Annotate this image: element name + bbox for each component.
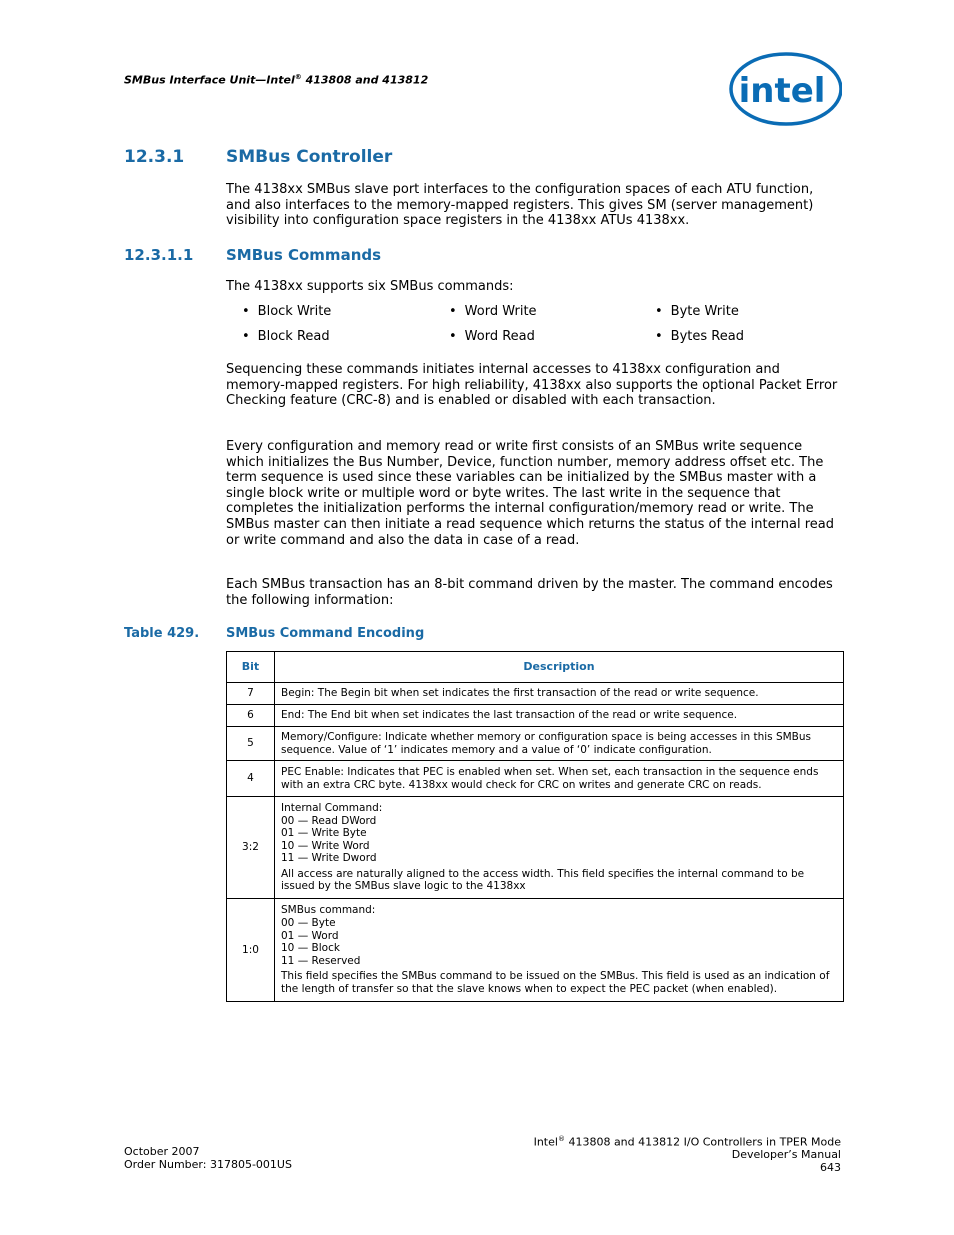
command-list-item: • Bytes Read	[655, 329, 744, 344]
description-cell	[275, 899, 844, 1002]
description-line: PEC Enable: Indicates that PEC is enabled when set. When set, each transaction in the sequence ends with an extra CRC byte. 4138xx would check for CRC on writes and generate CRC on reads.	[281, 765, 819, 791]
command-list-item: • Block Read	[242, 329, 330, 344]
footer-left	[124, 1146, 292, 1171]
bit-cell: 6	[227, 705, 275, 727]
bit-column-header: Bit	[227, 652, 275, 683]
intel-logo	[726, 50, 842, 128]
table-row	[227, 727, 844, 761]
description-column-header: Description	[275, 652, 844, 683]
command-list-item: • Block Write	[242, 304, 331, 319]
svg-text:intel: intel	[738, 71, 826, 111]
running-header: SMBus Interface Unit—Intel® 413808 and 413812	[124, 73, 429, 87]
footer-page-number: 643	[820, 1160, 841, 1174]
table-caption: Table 429. SMBus Command Encoding	[124, 626, 425, 641]
description-line: Begin: The Begin bit when set indicates the first transaction of the read or write sequence.	[281, 687, 759, 700]
description-line: End: The End bit when set indicates the last transaction of the read or write sequence.	[281, 709, 738, 722]
description-line: 11 — Reserved	[281, 954, 361, 967]
table-row	[227, 683, 844, 705]
paragraph-transaction: Each SMBus transaction has an 8-bit command driven by the master. The command encodes the following information:	[226, 577, 833, 608]
bit-cell: 3:2	[227, 797, 275, 899]
command-list-item: • Byte Write	[655, 304, 739, 319]
table-header-row	[227, 652, 844, 683]
section-heading: 12.3.1 SMBus Controller	[124, 147, 393, 167]
description-line: SMBus command:	[281, 904, 376, 917]
description-cell	[275, 761, 844, 797]
table-row	[227, 761, 844, 797]
bit-cell: 7	[227, 683, 275, 705]
footer-doc-title: Intel® 413808 and 413812 I/O Controllers in TPER Mode	[533, 1135, 841, 1149]
description-line: 00 — Byte	[281, 917, 336, 930]
section-intro: The 4138xx SMBus slave port interfaces to the configuration spaces of each ATU function, and also interfaces to the memory-mapped registers. This gives SM (server management) visibility into configuration space registers in the 4138xx ATUs 4138xx.	[226, 182, 814, 229]
description-line: 10 — Write Word	[281, 839, 370, 852]
footer-order-number: Order Number: 317805-001US	[124, 1157, 292, 1171]
bit-cell: 5	[227, 727, 275, 761]
subsection-heading: 12.3.1.1 SMBus Commands	[124, 246, 382, 264]
description-line: Internal Command:	[281, 801, 383, 814]
command-list-item: • Word Read	[449, 329, 535, 344]
description-cell	[275, 705, 844, 727]
smbus-command-encoding-table	[226, 651, 844, 1002]
command-list-item: • Word Write	[449, 304, 537, 319]
description-line: 00 — Read DWord	[281, 814, 377, 827]
table-row	[227, 797, 844, 899]
footer-manual: Developer’s Manual	[731, 1148, 841, 1162]
footer-date: October 2007	[124, 1145, 200, 1158]
description-line: 01 — Word	[281, 929, 339, 942]
paragraph-configuration: Every configuration and memory read or write first consists of an SMBus write sequence which initializes the Bus Number, Device, function number, memory address offset etc. The term sequence is used since these variables can be initialized by the SMBus master with a single block write or multiple word or byte writes. The last write in the sequence that completes the initialization performs the internal configuration/memory read or write. The SMBus master can then initiate a read sequence which returns the status of the internal read or write command and also the data in case of a read.	[226, 439, 834, 548]
bit-cell: 1:0	[227, 899, 275, 1002]
description-cell	[275, 727, 844, 761]
description-line: Memory/Configure: Indicate whether memory or configuration space is being accesses in this SMBus sequence. Value of ‘1’ indicates memory and a value of ‘0’ indicate configuration.	[281, 730, 811, 756]
footer-right	[534, 1133, 841, 1174]
description-line: This field specifies the SMBus command to be issued on the SMBus. This field is used as an indication of the length of transfer so that the slave knows when to expect the PEC packet (when enabled).	[281, 970, 830, 995]
commands-lead: The 4138xx supports six SMBus commands:	[226, 279, 514, 294]
table-row	[227, 705, 844, 727]
paragraph-sequencing: Sequencing these commands initiates internal accesses to 4138xx configuration and memory-mapped registers. For high reliability, 4138xx also supports the optional Packet Error Checking feature (CRC-8) and is enabled or disabled with each transaction.	[226, 362, 838, 409]
description-line: All access are naturally aligned to the access width. This field specifies the internal command to be issued by the SMBus slave logic to the 4138xx	[281, 867, 805, 893]
bit-cell: 4	[227, 761, 275, 797]
table-row	[227, 899, 844, 1002]
description-line: 01 — Write Byte	[281, 827, 367, 840]
description-line: 10 — Block	[281, 942, 340, 955]
description-line: 11 — Write Dword	[281, 852, 377, 865]
description-cell	[275, 797, 844, 899]
description-cell	[275, 683, 844, 705]
